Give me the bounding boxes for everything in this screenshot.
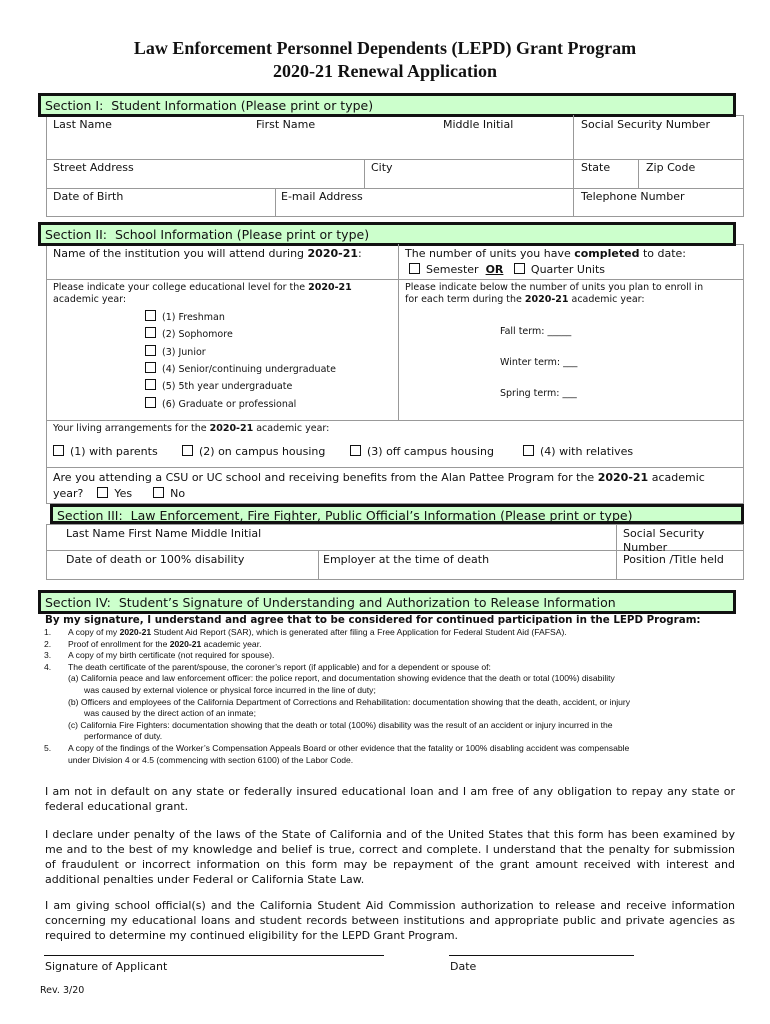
checkbox-icon[interactable] (97, 487, 108, 498)
section3-title: Law Enforcement, Fire Fighter, Public Official’s Information (Please print or type) (130, 508, 633, 523)
checkbox-icon (145, 345, 156, 356)
csu-question-cont: year? Yes No (53, 487, 186, 500)
zip-field[interactable]: Zip Code (646, 161, 696, 174)
checkbox-icon (182, 445, 193, 456)
authorization-statement: I am giving school official(s) and the California Student Aid Commission authorization to release and receive information concerning my educational loans and student records between institutions and appropriate public and private agencies as required to determine my continued eligibility for the LEPD Grant Program. (45, 899, 735, 942)
middle-initial-field[interactable]: Middle Initial (443, 118, 514, 131)
winter-term-field[interactable]: Winter term: ___ (500, 357, 578, 368)
checkbox-icon (523, 445, 534, 456)
dob-field[interactable]: Date of Birth (53, 190, 124, 203)
checkbox-icon (145, 379, 156, 390)
checkbox-icon (514, 263, 525, 274)
section1-title: Student Information (Please print or type) (111, 98, 374, 113)
living-option-3[interactable]: (3) off campus housing (350, 445, 494, 458)
section1-number: Section I: (45, 98, 104, 113)
level-option-6[interactable]: (6) Graduate or professional (145, 397, 296, 410)
level-option-1[interactable]: (1) Freshman (145, 310, 225, 323)
level-question-cont: academic year: (53, 294, 127, 305)
no-option[interactable]: No (170, 487, 186, 500)
first-name-field[interactable]: First Name (256, 118, 316, 131)
date-line[interactable] (449, 955, 634, 956)
section4-header (38, 590, 736, 614)
form-subtitle: 2020-21 Renewal Application (272, 61, 497, 81)
city-field[interactable]: City (371, 161, 393, 174)
official-ssn-field[interactable]: Social Security Number (623, 527, 705, 554)
csu-question: Are you attending a CSU or UC school and receiving benefits from the Alan Pattee Program for the 2020-21 academic (53, 471, 705, 484)
enroll-question-cont: for each term during the 2020-21 academic year: (405, 294, 645, 305)
checkbox-icon[interactable] (153, 487, 164, 498)
semester-option[interactable]: Semester OR Quarter Units (409, 263, 605, 276)
institution-question[interactable]: Name of the institution you will attend during 2020-21: (53, 247, 362, 260)
level-option-4[interactable]: (4) Senior/continuing undergraduate (145, 362, 336, 375)
fall-term-field[interactable]: Fall term: _____ (500, 326, 572, 337)
section4-title: Student’s Signature of Understanding and Authorization to Release Information (118, 595, 616, 610)
section3-number: Section III: (57, 508, 123, 523)
living-option-1[interactable]: (1) with parents (53, 445, 158, 458)
form-title: Law Enforcement Personnel Dependents (LEPD) Grant Program (133, 38, 637, 58)
units-question: The number of units you have completed to date: (405, 247, 687, 260)
spring-term-field[interactable]: Spring term: ___ (500, 388, 577, 399)
checkbox-icon (53, 445, 64, 456)
position-field[interactable]: Position /Title held (623, 553, 724, 566)
checkbox-icon (409, 263, 420, 274)
ssn-field[interactable]: Social Security Number (581, 118, 710, 131)
employer-field[interactable]: Employer at the time of death (323, 553, 490, 566)
date-label: Date (450, 960, 477, 973)
level-question: Please indicate your college educational level for the 2020-21 (53, 282, 352, 293)
official-names-field[interactable]: Last Name First Name Middle Initial (66, 527, 262, 540)
last-name-field[interactable]: Last Name (53, 118, 112, 131)
level-option-3[interactable]: (3) Junior (145, 345, 206, 358)
street-field[interactable]: Street Address (53, 161, 134, 174)
checkbox-icon (145, 397, 156, 408)
section1-header (38, 93, 736, 117)
agreement-heading: By my signature, I understand and agree that to be considered for continued participation in the LEPD Program: (45, 614, 701, 626)
death-date-field[interactable]: Date of death or 100% disability (66, 553, 245, 566)
yes-option[interactable]: Yes (114, 487, 133, 500)
state-field[interactable]: State (581, 161, 611, 174)
section2-number: Section II: (45, 227, 107, 242)
phone-field[interactable]: Telephone Number (581, 190, 685, 203)
checkbox-icon (145, 310, 156, 321)
section4-number: Section IV: (45, 595, 111, 610)
revision-label: Rev. 3/20 (40, 985, 85, 996)
section3-header (50, 504, 744, 524)
signature-line[interactable] (44, 955, 384, 956)
requirements-list: 1. A copy of my 2020-21 Student Aid Report (SAR), which is generated after filing a Free Application for Federal Student Aid (FAFSA). 2. Proof of enrollment for the 2020-21 academic year. 3. A copy of my birth certificate (not required for spouse). 4. The death certificate of the parent/spouse, the coroner’s report (if applicable) and for a dependent or spouse of: (a) California peace and law enforcement officer: the police report, and documentation showing evidence that the death or total (100%) disability was caused by external violence or physical force incurred in the line of duty; (b) Officers and employees of the California Department of Corrections and Rehabilitation: documentation showing that the death, accident, or injury was caused by the direct action of an inmate; (c) California Fire Fighters: documentation showing that the death or total (100%) disability was the result of an accident or injury incurred in the performance of duty. 5. A copy of the findings of the Worker’s Compensation Appeals Board or other evidence that the fatality or 100% disabling accident was compensable under Division 4 or 4.5 (commencing with section 6100) of the Labor Code. (44, 627, 631, 765)
default-statement: I am not in default on any state or federally insured educational loan and I am free of any obligation to repay any state or federal educational grant. (45, 785, 735, 813)
section2-title: School Information (Please print or type) (114, 227, 370, 242)
level-option-2[interactable]: (2) Sophomore (145, 327, 233, 340)
signature-label: Signature of Applicant (45, 960, 168, 973)
email-field[interactable]: E-mail Address (281, 190, 363, 203)
living-question: Your living arrangements for the 2020-21 academic year: (53, 423, 330, 434)
section2-header (38, 222, 736, 246)
level-option-5[interactable]: (5) 5th year undergraduate (145, 379, 292, 392)
penalty-statement: I declare under penalty of the laws of the State of California and of the United States that this form has been examined by me and to the best of my knowledge and belief is true, correct and complete. I understand that the penalty for submission of fraudulent or incorrect information on this form may be repayment of the grant amount received with interest and additional penalties under Federal or California State Law. (45, 828, 735, 886)
checkbox-icon (145, 362, 156, 373)
checkbox-icon (145, 327, 156, 338)
checkbox-icon (350, 445, 361, 456)
living-option-2[interactable]: (2) on campus housing (182, 445, 325, 458)
enroll-question: Please indicate below the number of units you plan to enroll in (405, 282, 704, 293)
living-option-4[interactable]: (4) with relatives (523, 445, 633, 458)
